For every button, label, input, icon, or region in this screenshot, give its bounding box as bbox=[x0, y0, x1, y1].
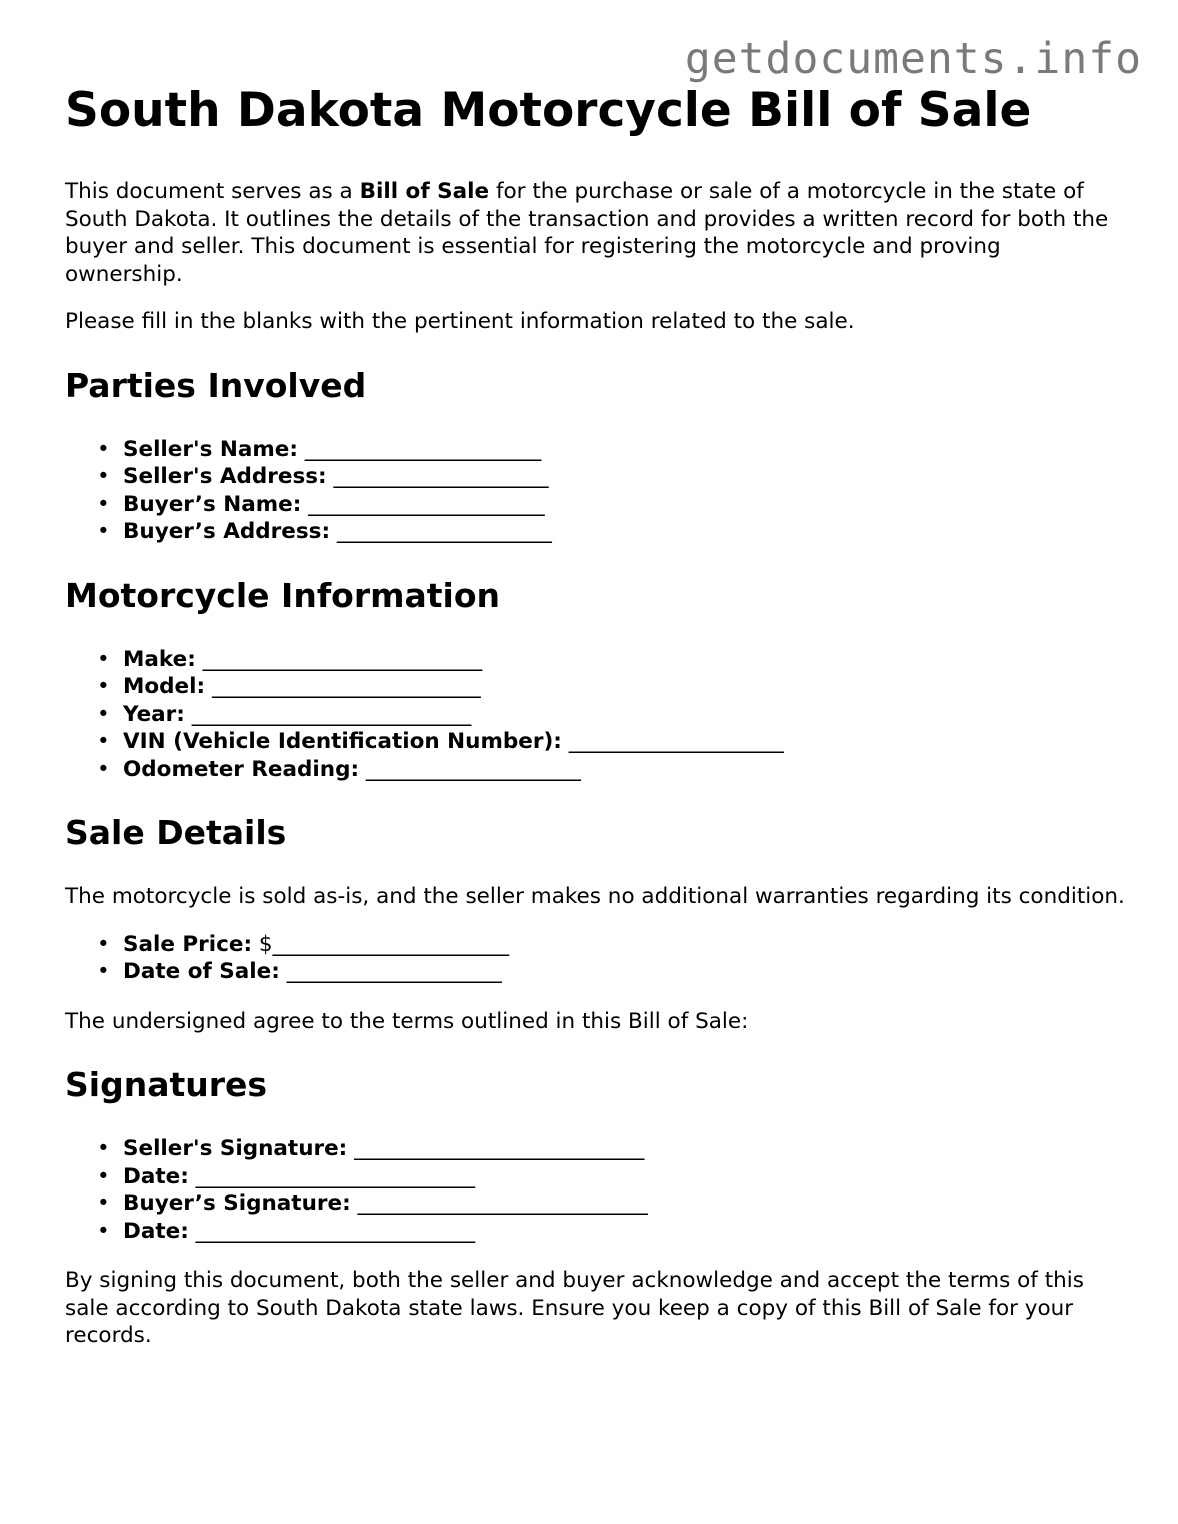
fill-blank: ______________________ bbox=[297, 436, 542, 462]
fill-blank: ____________________ bbox=[326, 464, 549, 490]
field-label: Seller's Signature: bbox=[123, 1136, 348, 1162]
intro-text-after: for the purchase or sale of a motorcycle in the state of South Dakota. It outlines the details of the transaction and provides a written record for both the buyer and seller. This document is essential for registering the motorcycle and proving ownership. bbox=[65, 179, 1109, 287]
field-label: VIN (Vehicle Identification Number): bbox=[123, 729, 562, 755]
intro-bold-term: Bill of Sale bbox=[359, 179, 490, 205]
intro-paragraph bbox=[65, 178, 1125, 288]
fill-blank: ____________________ bbox=[279, 959, 502, 985]
list-item bbox=[123, 701, 1125, 729]
field-label: Odometer Reading: bbox=[123, 756, 360, 782]
list-item bbox=[123, 518, 1125, 546]
list-item bbox=[123, 931, 1125, 959]
motorcycle-heading: Motorcycle Information bbox=[65, 575, 501, 615]
list-item bbox=[123, 673, 1125, 701]
parties-heading: Parties Involved bbox=[65, 365, 367, 405]
fill-blank: __________________________ bbox=[188, 1218, 476, 1244]
fill-blank: ___________________________ bbox=[350, 1191, 648, 1217]
list-item bbox=[123, 1163, 1125, 1191]
list-item bbox=[123, 958, 1125, 986]
fill-blank: ____________________ bbox=[561, 729, 784, 755]
field-label: Date: bbox=[123, 1218, 189, 1244]
fill-blank: $______________________ bbox=[252, 931, 510, 957]
list-item bbox=[123, 436, 1125, 464]
signatures-heading: Signatures bbox=[65, 1065, 268, 1105]
field-label: Seller's Address: bbox=[123, 464, 327, 490]
list-item bbox=[123, 1135, 1125, 1163]
fill-blank: ____________________ bbox=[330, 519, 552, 545]
intro-text-before: This document serves as a bbox=[65, 179, 360, 205]
field-label: Model: bbox=[123, 674, 206, 700]
field-label: Buyer’s Name: bbox=[123, 491, 302, 517]
document-title: South Dakota Motorcycle Bill of Sale bbox=[65, 83, 1032, 138]
fill-blank: __________________________ bbox=[188, 1163, 476, 1189]
document-page bbox=[65, 84, 1125, 1370]
field-label: Seller's Name: bbox=[123, 436, 298, 462]
signatures-list bbox=[65, 1135, 1125, 1245]
fill-blank: ______________________ bbox=[301, 491, 545, 517]
fill-blank: _________________________ bbox=[205, 674, 481, 700]
list-item bbox=[123, 646, 1125, 674]
instruction-paragraph: Please fill in the blanks with the pertinent information related to the sale. bbox=[65, 309, 855, 335]
field-label: Buyer’s Address: bbox=[123, 519, 331, 545]
field-label: Buyer’s Signature: bbox=[123, 1191, 351, 1217]
fill-blank: ____________________ bbox=[359, 756, 581, 782]
list-item bbox=[123, 491, 1125, 519]
sale-heading: Sale Details bbox=[65, 813, 287, 853]
fill-blank: ___________________________ bbox=[347, 1136, 645, 1162]
field-label: Make: bbox=[123, 646, 196, 672]
field-label: Year: bbox=[123, 701, 185, 727]
list-item bbox=[123, 1218, 1125, 1246]
sale-list bbox=[65, 931, 1125, 986]
fill-blank: __________________________ bbox=[184, 701, 472, 727]
watermark: getdocuments.info bbox=[684, 34, 1142, 84]
list-item bbox=[123, 756, 1125, 784]
list-item bbox=[123, 463, 1125, 491]
field-label: Sale Price: bbox=[123, 931, 253, 957]
fill-blank: __________________________ bbox=[195, 646, 483, 672]
field-label: Date: bbox=[123, 1163, 189, 1189]
list-item bbox=[123, 728, 1125, 756]
field-label: Date of Sale: bbox=[123, 959, 280, 985]
sale-note: The motorcycle is sold as-is, and the seller makes no additional warranties regarding its condition. bbox=[65, 884, 1125, 910]
agreement-paragraph: The undersigned agree to the terms outlined in this Bill of Sale: bbox=[65, 1008, 749, 1034]
parties-list bbox=[65, 436, 1125, 546]
closing-paragraph: By signing this document, both the seller and buyer acknowledge and accept the terms of this sale according to South Dakota state laws. Ensure you keep a copy of this Bill of Sale for your records. bbox=[65, 1268, 1084, 1349]
motorcycle-list bbox=[65, 646, 1125, 784]
list-item bbox=[123, 1190, 1125, 1218]
